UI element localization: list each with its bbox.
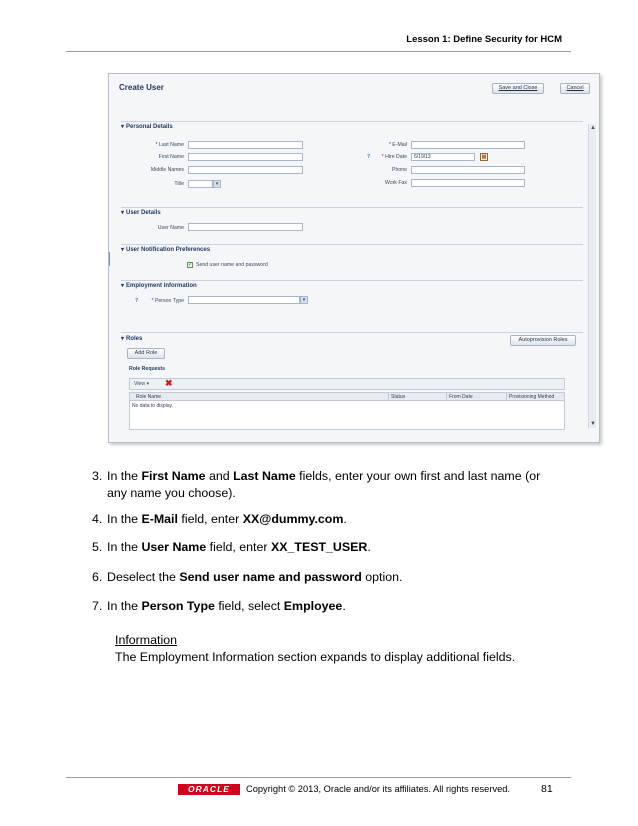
add-role-button[interactable]: Add Role xyxy=(127,348,165,359)
column-header: Status xyxy=(388,393,446,401)
page-title: Create User xyxy=(119,83,164,92)
copyright-notice: Copyright © 2013, Oracle and/or its affiliates. All rights reserved. xyxy=(246,784,511,794)
running-header: Lesson 1: Define Security for HCM xyxy=(406,34,562,45)
user-name-input[interactable] xyxy=(188,223,303,231)
person-type-select[interactable] xyxy=(188,296,300,304)
step-text: In the E-Mail field, enter XX@dummy.com. xyxy=(107,512,347,526)
chevron-down-icon[interactable]: ▾ xyxy=(213,180,221,188)
work-fax-label: Work Fax xyxy=(384,180,407,186)
step-number: 7. xyxy=(92,599,103,613)
personal-details-heading[interactable]: ▾ Personal Details xyxy=(121,123,173,130)
table-header xyxy=(130,393,564,401)
employment-information-heading[interactable]: ▾ Employment Information xyxy=(121,282,197,289)
person-type-label: * Person Type xyxy=(151,298,184,304)
information-heading: Information xyxy=(115,633,177,647)
scroll-up-icon[interactable]: ▲ xyxy=(590,125,596,131)
autoprovision-roles-button[interactable]: Autoprovision Roles xyxy=(510,335,576,346)
step-number: 4. xyxy=(92,512,103,526)
send-credentials-checkbox[interactable]: ✓ xyxy=(188,262,193,268)
step-number: 5. xyxy=(92,540,103,554)
first-name-label: First Name xyxy=(158,154,184,160)
user-name-label: User Name xyxy=(157,225,184,231)
hire-date-label: * Hire Date xyxy=(381,154,407,160)
phone-input[interactable] xyxy=(411,166,525,174)
send-credentials-label: Send user name and password xyxy=(196,262,268,268)
user-details-heading[interactable]: ▾ User Details xyxy=(121,209,161,216)
page-number: 81 xyxy=(541,783,553,795)
empty-table-message: No data to display. xyxy=(132,403,174,409)
last-name-input[interactable] xyxy=(188,141,303,149)
phone-label: Phone xyxy=(391,167,407,173)
role-requests-toolbar xyxy=(129,378,565,390)
delete-icon[interactable]: ✖ xyxy=(165,378,173,388)
title-select[interactable] xyxy=(188,180,213,188)
personal-details-divider xyxy=(121,121,583,122)
view-menu[interactable]: View ▾ xyxy=(134,381,150,387)
calendar-icon[interactable]: ▦ xyxy=(481,154,487,160)
notification-preferences-heading[interactable]: ▾ User Notification Preferences xyxy=(121,246,210,253)
splitter-handle xyxy=(108,252,110,266)
column-header: Provisioning Method xyxy=(506,393,566,401)
save-and-close-button[interactable]: Save and Close xyxy=(492,83,544,94)
title-label: Title xyxy=(174,181,184,187)
roles-heading[interactable]: ▾ Roles xyxy=(121,335,142,342)
step-text: In the Person Type field, select Employee. xyxy=(107,599,346,613)
middle-names-input[interactable] xyxy=(188,166,303,174)
step-number: 3. xyxy=(92,469,103,483)
help-icon[interactable]: ? xyxy=(367,154,371,160)
email-input[interactable] xyxy=(411,141,525,149)
scroll-down-icon[interactable]: ▼ xyxy=(590,421,596,427)
first-name-input[interactable] xyxy=(188,153,303,161)
hire-date-input[interactable]: 6/19/13 xyxy=(411,153,475,161)
user-details-divider xyxy=(121,207,583,208)
footer-divider xyxy=(66,777,571,778)
last-name-label: * Last Name xyxy=(155,142,184,148)
email-label: * E-Mail xyxy=(388,142,407,148)
header-divider xyxy=(66,51,571,52)
notification-divider xyxy=(121,244,583,245)
role-requests-table xyxy=(129,392,565,430)
work-fax-input[interactable] xyxy=(411,179,525,187)
middle-names-label: Middle Names xyxy=(150,167,184,173)
information-text: The Employment Information section expands to display additional fields. xyxy=(115,650,516,664)
step-text: In the First Name and Last Name fields, enter your own first and last name (or any name you choose). xyxy=(107,469,541,500)
roles-divider xyxy=(121,332,583,333)
chevron-down-icon[interactable]: ▾ xyxy=(300,296,308,304)
step-text: Deselect the Send user name and password option. xyxy=(107,570,403,584)
role-requests-heading: Role Requests xyxy=(129,366,166,372)
vertical-scrollbar[interactable] xyxy=(588,124,596,428)
step-number: 6. xyxy=(92,570,103,584)
column-header: From Date xyxy=(446,393,506,401)
column-header: Role Name xyxy=(136,394,162,400)
cancel-button[interactable]: Cancel xyxy=(560,83,590,94)
oracle-logo: ORACLE xyxy=(178,784,240,795)
create-user-screenshot xyxy=(108,73,600,443)
employment-divider xyxy=(121,280,583,281)
help-icon[interactable]: ? xyxy=(135,298,139,304)
step-text: In the User Name field, enter XX_TEST_USER. xyxy=(107,540,371,554)
